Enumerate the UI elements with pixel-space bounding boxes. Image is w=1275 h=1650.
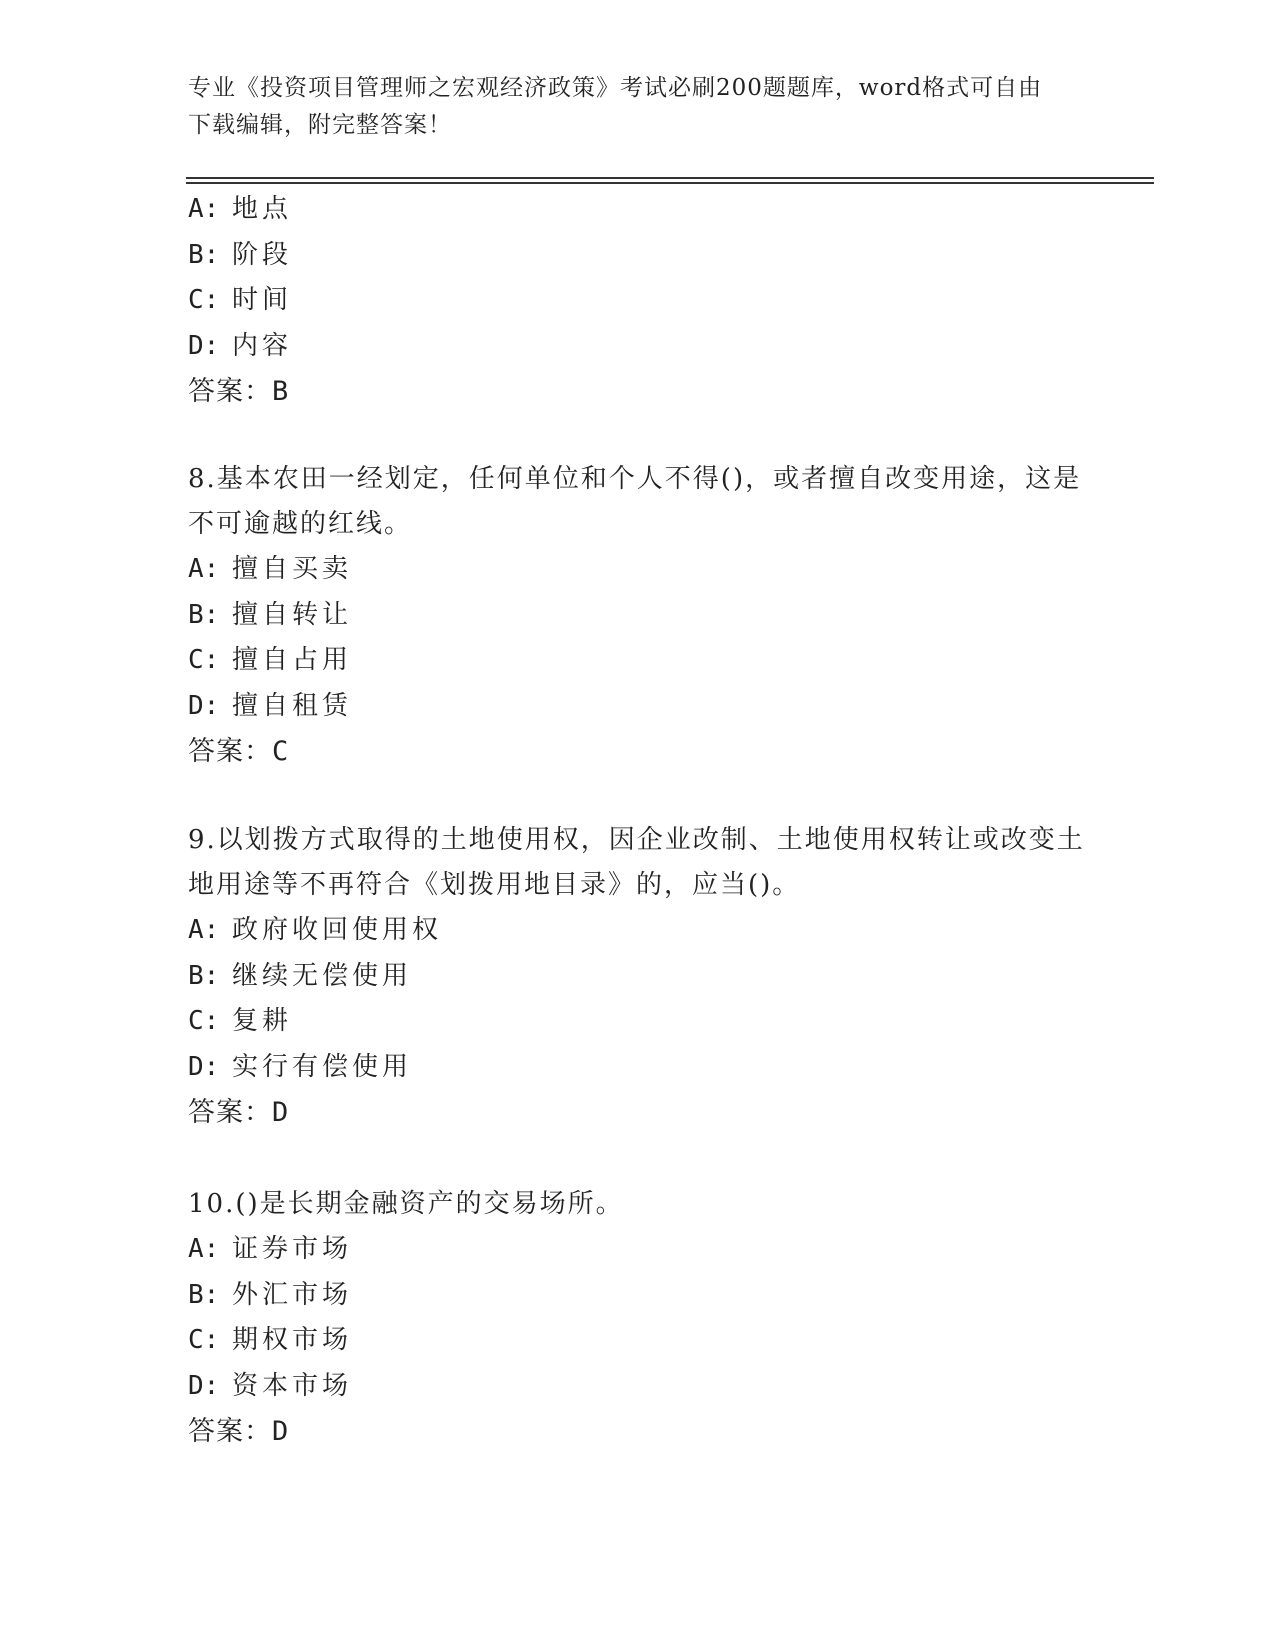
option-text: 复耕	[232, 1006, 293, 1036]
option-text: 时间	[232, 285, 293, 315]
option-text: 资本市场	[232, 1370, 353, 1401]
option-text: 擅自转让	[232, 599, 353, 630]
option-text: 政府收回使用权	[232, 915, 443, 945]
option-b	[188, 233, 1088, 279]
option-d	[188, 684, 1088, 730]
option-d	[188, 1045, 1088, 1091]
option-key: B:	[188, 960, 220, 991]
option-text: 擅自占用	[232, 645, 353, 675]
option-b	[188, 593, 1088, 639]
option-key: B:	[188, 599, 220, 630]
question-block-8	[188, 457, 1088, 775]
option-b	[188, 954, 1088, 1000]
option-text: 证券市场	[232, 1234, 353, 1264]
question-block-9	[188, 818, 1088, 1136]
answer-label: 答案：	[188, 1097, 272, 1128]
option-key: A:	[188, 194, 220, 224]
answer-line	[188, 369, 1088, 415]
answer-line	[188, 1090, 1088, 1136]
option-text: 外汇市场	[232, 1279, 353, 1310]
answer-value: C	[272, 736, 290, 767]
answer-label: 答案：	[188, 376, 272, 407]
option-c	[188, 278, 1088, 324]
option-key: C:	[188, 1006, 220, 1036]
option-key: D:	[188, 1051, 220, 1082]
header-title-line-2: 下载编辑，附完整答案！	[188, 112, 452, 138]
option-a	[188, 547, 1088, 593]
option-text: 期权市场	[232, 1325, 353, 1355]
document-header	[188, 70, 1088, 144]
option-key: A:	[188, 554, 220, 584]
option-key: C:	[188, 1325, 220, 1355]
answer-value: D	[272, 1097, 290, 1128]
option-key: A:	[188, 1234, 220, 1264]
question-block-10	[188, 1182, 1088, 1455]
option-text: 继续无偿使用	[232, 960, 413, 991]
option-a	[188, 908, 1088, 954]
answer-value: D	[272, 1416, 290, 1447]
option-key: D:	[188, 330, 220, 361]
question-text: 8.基本农田一经划定，任何单位和个人不得()，或者擅自改变用途，这是不可逾越的红线。	[188, 464, 1082, 539]
question-block-7	[188, 187, 1088, 415]
option-a	[188, 1227, 1088, 1273]
option-key: A:	[188, 915, 220, 945]
option-key: B:	[188, 1279, 220, 1310]
option-text: 实行有偿使用	[232, 1051, 413, 1082]
option-a	[188, 187, 1088, 233]
option-b	[188, 1273, 1088, 1319]
answer-line	[188, 729, 1088, 775]
option-text: 地点	[232, 194, 293, 224]
question-text: 10.()是长期金融资产的交易场所。	[188, 1189, 624, 1219]
option-text: 擅自租赁	[232, 690, 353, 721]
option-key: D:	[188, 1370, 220, 1401]
option-text: 擅自买卖	[232, 554, 353, 584]
option-d	[188, 1364, 1088, 1410]
option-d	[188, 324, 1088, 370]
option-key: C:	[188, 645, 220, 675]
question-text: 9.以划拨方式取得的土地使用权，因企业改制、土地使用权转让或改变土地用途等不再符合《划拨用地目录》的，应当()。	[188, 825, 1085, 900]
option-c	[188, 999, 1088, 1045]
option-text: 内容	[232, 330, 293, 361]
answer-value: B	[272, 376, 290, 407]
option-key: C:	[188, 285, 220, 315]
header-divider-top	[186, 177, 1154, 179]
option-c	[188, 1318, 1088, 1364]
header-divider-bottom	[186, 182, 1154, 184]
answer-label: 答案：	[188, 736, 272, 767]
option-key: B:	[188, 239, 220, 270]
header-title-line-1: 专业《投资项目管理师之宏观经济政策》考试必刷200题题库，word格式可自由	[188, 75, 1043, 101]
answer-line	[188, 1409, 1088, 1455]
option-key: D:	[188, 690, 220, 721]
answer-label: 答案：	[188, 1416, 272, 1447]
option-c	[188, 638, 1088, 684]
option-text: 阶段	[232, 239, 293, 270]
